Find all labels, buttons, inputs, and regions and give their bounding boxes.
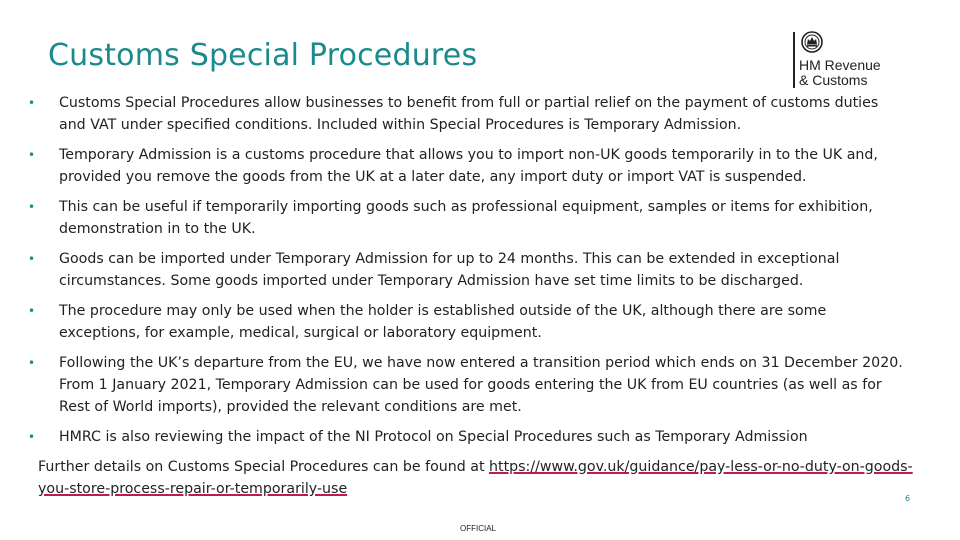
bullet-icon: • — [28, 356, 36, 370]
hmrc-logo — [793, 30, 903, 90]
bullet-icon: • — [28, 304, 36, 318]
bullet-item — [28, 196, 908, 240]
bullet-item — [28, 300, 908, 344]
bullet-item — [28, 144, 908, 188]
bullet-text: HMRC is also reviewing the impact of the NI Protocol on Special Procedures such as Temporary Admission — [59, 429, 808, 445]
page-number: 6 — [905, 494, 911, 503]
further-details — [38, 456, 918, 500]
bullet-icon: • — [28, 96, 36, 110]
classification-label: OFFICIAL — [460, 524, 497, 533]
further-details-text: Further details on Customs Special Procedures can be found at — [38, 459, 490, 475]
guidance-link[interactable]: https://www.gov.uk/guidance/pay-less-or-no-duty-on-goods-you-store-process-repair-or-temporarily-use — [38, 459, 913, 497]
bullet-icon: • — [28, 430, 36, 444]
bullet-item — [28, 352, 908, 418]
bullet-text: The procedure may only be used when the holder is established outside of the UK, although there are some exceptions, for example, medical, surgical or laboratory equipment. — [59, 303, 827, 341]
bullet-icon: • — [28, 252, 36, 266]
bullet-text: Goods can be imported under Temporary Admission for up to 24 months. This can be extended in exceptional circumstances. Some goods imported under Temporary Admission have set time limits to be discharged. — [59, 251, 840, 289]
bullet-icon: • — [28, 200, 36, 214]
bullet-list — [28, 92, 908, 456]
logo-line-1: HM Revenue — [799, 57, 881, 73]
bullet-icon: • — [28, 148, 36, 162]
bullet-item — [28, 92, 908, 136]
bullet-text: Following the UK’s departure from the EU, we have now entered a transition period which ends on 31 December 2020. From 1 January 2021, Temporary Admission can be used for goods entering the UK from EU countries (as well as for Rest of World imports), provided the relevant conditions are met. — [59, 355, 903, 415]
bullet-text: Temporary Admission is a customs procedure that allows you to import non-UK goods temporarily in to the UK and, provided you remove the goods from the UK at a later date, any import duty or import VAT is suspended. — [59, 147, 878, 185]
slide-title: Customs Special Procedures — [48, 38, 478, 73]
royal-crest-icon — [800, 30, 824, 54]
bullet-item — [28, 248, 908, 292]
logo-divider — [793, 32, 795, 88]
bullet-text: This can be useful if temporarily importing goods such as professional equipment, samples or items for exhibition, demonstration in to the UK. — [59, 199, 873, 237]
bullet-text: Customs Special Procedures allow businesses to benefit from full or partial relief on the payment of customs duties and VAT under specified conditions. Included within Special Procedures is Temporary Admission. — [59, 95, 879, 133]
bullet-item — [28, 426, 908, 448]
logo-line-2: & Customs — [799, 72, 868, 88]
